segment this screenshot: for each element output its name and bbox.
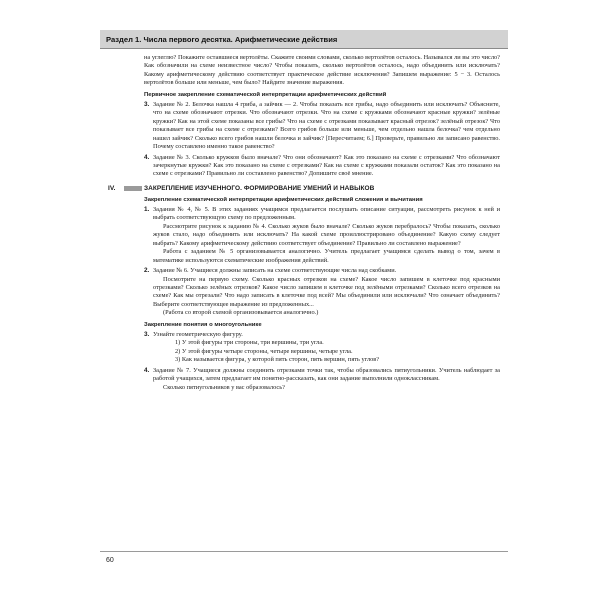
list-item [144, 101, 500, 152]
list-item [144, 154, 500, 179]
sub-list-line: 1) У этой фигуры три стороны, три вершины, три угла. [175, 339, 324, 347]
item-text: Сколько пятиугольников у вас образовалось? [163, 383, 285, 391]
item-number: 1. [144, 205, 150, 213]
intro-paragraph: на углеглю? Покажите оставшиеся вертолёты. Скажите своими словами, сколько вертолётов осталось. Назывался ли вы это число? Как обозначили на схеме неизвестное число? Чтобы показать, сколько вертолётов осталось, надо объединить или исключать? Какому арифметическому действию соответствует практическое действие исключения? Запишем выражение: 5 − 3. Осталось вертолётов больше или меньше, чем было? Найдите значение выражения. [144, 54, 500, 87]
chapter-header [100, 30, 508, 49]
item-text: Задание № 3. Сколько кружков было вначале? Что они обозначают? Как это показано на схеме с отрезками? Что обозначают зачеркнутые кружки? Как это показано на схеме с отрезками? Как на схеме с кружками показали остаток? Как это показано на схеме с отрезками? Правильно ли составлено равенство? Допишите своё мнение. [153, 153, 500, 178]
subsection-heading-schematic: Закрепление схематической интерпретации арифметических действий сложения и вычитания [144, 196, 423, 203]
page-content [108, 54, 500, 392]
section-title: ЗАКРЕПЛЕНИЕ ИЗУЧЕННОГО. ФОРМИРОВАНИЕ УМЕНИЙ И НАВЫКОВ [144, 184, 375, 192]
subsection-heading-primary: Первичное закрепление схематической интерпретации арифметических действий [144, 91, 387, 98]
item-number: 3. [144, 100, 150, 108]
item-text: Рассмотрите рисунок к заданию № 4. Сколько жуков было вначале? Сколько жуков перебралось? Чтобы показать, сколько жуков стало, надо объединить или исключать? На какой схеме проиллюстрировано объединение? Какую схему следует выбрать? Какому арифметическому действию соответствует объединение? Правильно ли составлено выражение? [153, 222, 500, 247]
item-number: 3. [144, 330, 150, 338]
item-number: 4. [144, 366, 150, 374]
item-text: Посмотрите на первую схему. Сколько красных отрезков на схеме? Какое число запишем в клеточке под красными отрезками? Сколько зелёных отрезков? Какое число запишем в клеточке под зелёными отрезками? Сколько всего отрезков на схеме? Как мы отрезали? Что надо записать в клеточке под всей? Мы объединили или исключали? Что означает объединить? Выберите соответствующее выражение из предложенных... [153, 275, 500, 308]
book-page [100, 30, 508, 572]
footer-divider [100, 551, 508, 552]
list-item [144, 206, 500, 265]
item-text: Задания № 4, № 5. В этих заданиях учащимся предлагается послушать описание ситуации, рассмотреть рисунок к ней и выбрать соответствующую схему по предложенным. [153, 205, 500, 222]
item-number: 4. [144, 153, 150, 161]
sub-list-line: 3) Как называется фигура, у которой пять сторон, пять вершин, пять углов? [175, 356, 380, 364]
section-roman-numeral: IV. [108, 184, 116, 192]
item-text: Узнайте геометрическую фигуру. [153, 330, 243, 338]
sub-list-line: 2) У этой фигуры четыре стороны, четыре вершины, четыре угла. [175, 347, 353, 355]
section-marker-bar [124, 186, 142, 191]
item-text: Задание № 6. Учащиеся должны записать на схеме соответствующие числа над скобками. [153, 267, 397, 275]
item-number: 2. [144, 267, 150, 275]
sub-list [153, 339, 500, 364]
item-text: Работа с заданием № 5 организовывается аналогично. Учитель предлагает учащимся сделать вывод о том, зачем в математике используются схематические изображения действий. [153, 248, 500, 264]
list-item [144, 267, 500, 318]
subsection-heading-polygon: Закрепление понятия о многоугольнике [144, 321, 262, 328]
item-text: Задание № 7. Учащиеся должны соединить отрезками точки так, чтобы образовались пятиугольники. Учитель наблюдает за работой учащихся, затем предлагает им понятно-рассказать, как они задание выполнили одноклассникам. [153, 366, 500, 383]
list-item [144, 331, 500, 365]
page-number: 60 [106, 557, 114, 564]
item-text: (Работа со второй схемой организовывается аналогично.) [163, 309, 319, 317]
chapter-title: Раздел 1. Числа первого десятка. Арифметические действия [106, 34, 338, 44]
item-text: Задание № 2. Белочка нашла 4 гриба, а зайчик — 2. Чтобы показать все грибы, надо объединить или исключать? Объясните, что на схеме обозначают отрезки. Что обозначают отрезки. Что на схеме с кружками обозначают красные кружки? зелёные кружки? Как на этой схеме показаны все грибы? Что на схеме с отрезками показывает красный отрезок? зелёный отрезок? Что показывает все грибы на схеме с отрезками? Всего грибов больше или меньше, чем отдельно нашла белочка? чем отдельно нашел зайчик? Сколько всего грибов нашли белочка и зайчик? [Пересчитаем; 6.] Проверьте, правильно ли записано равенство. Почему составлено именно такое равенство? [153, 100, 500, 151]
section-heading-row [108, 184, 500, 193]
list-item [144, 367, 500, 392]
